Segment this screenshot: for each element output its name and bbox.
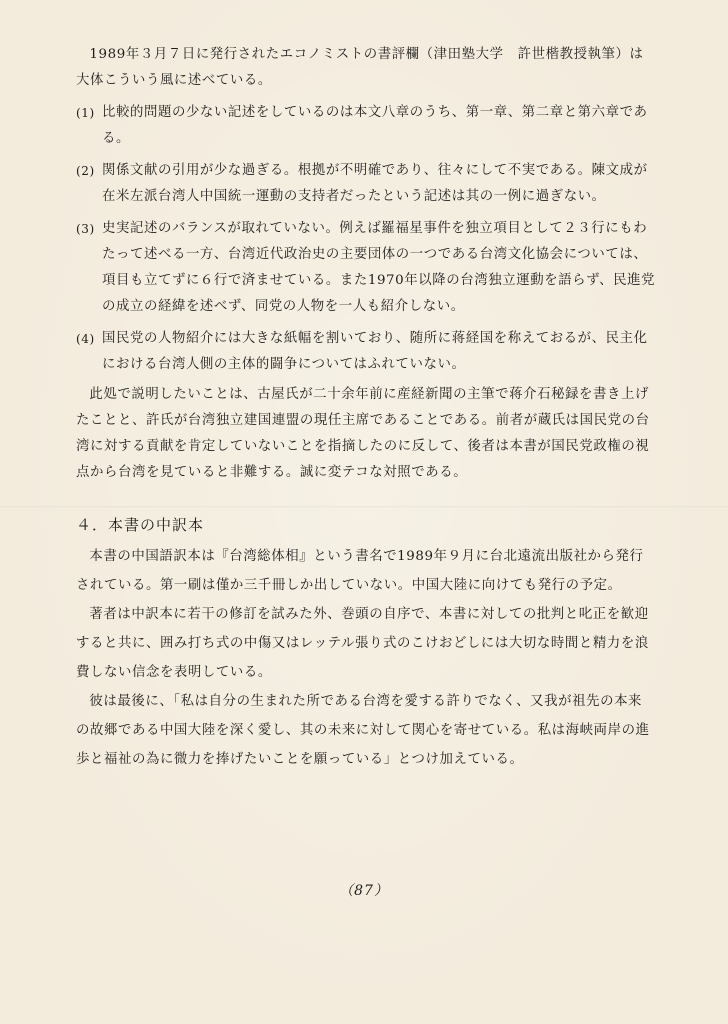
list-item: [76, 326, 656, 378]
list-item-number: (2): [76, 164, 95, 178]
list-item-text: 国民党の人物紹介には大きな紙幅を割いており、随所に蒋経国を称えておるが、民主化における台湾人側の主体的闘争についてはふれていない。: [102, 331, 648, 372]
intro-paragraph: 1989年３月７日に発行されたエコノミストの書評欄（津田塾大学 許世楷教授執筆）は大体こういう風に述べている。: [76, 47, 644, 88]
list-item: [76, 100, 656, 152]
list-item: [76, 216, 656, 320]
list-item-text: 比較的問題の少ない記述をしているのは本文八章のうち、第一章、第二章と第六章である。: [102, 105, 648, 146]
section-heading: ４．本書の中訳本: [76, 516, 205, 534]
list-item: [76, 158, 656, 210]
list-item-text: 関係文献の引用が少な過ぎる。根拠が不明確であり、往々にして不実である。陳文成が在米左派台湾人中国統一運動の支持者だったという記述は其の一例に過ぎない。: [102, 163, 648, 204]
section-paragraph: 著者は中訳本に若干の修訂を試みた外、巻頭の自序で、本書に対しての批判と叱正を歓迎すると共に、囲み打ち式の中傷又はレッテル張り式のこけおどしには大切な時間と精力を浪費しない信念を表明している。: [76, 607, 649, 680]
section-body: [76, 542, 656, 774]
document-body: [76, 42, 656, 774]
list-item-text: 史実記述のバランスが取れていない。例えば羅福星事件を独立項目として２３行にもわたって述べる一方、台湾近代政治史の主要団体の一つである台湾文化協会については、項目も立てずに６行で済ませている。また1970年以降の台湾独立運動を語らず、民進党の成立の経緯を述べず、同党の人物を一人も紹介しない。: [102, 221, 656, 314]
page-number: （87）: [339, 883, 389, 899]
section-paragraph: 本書の中国語訳本は『台湾総体相』という書名で1989年９月に台北遠流出版社から発行されている。第一刷は僅か三千冊しか出していない。中国大陸に向けても発行の予定。: [76, 549, 644, 593]
section-paragraph: 彼は最後に、「私は自分の生まれた所である台湾を愛する許りでなく、又我が祖先の本来の故郷である中国大陸を深く愛し、其の未来に対して関心を寄せている。私は海峡両岸の進歩と福祉の為に微力を捧げたいことを願っている」とつけ加えている。: [76, 694, 650, 767]
list-item-number: (1): [76, 106, 95, 120]
list-item-number: (3): [76, 222, 95, 236]
list-item-number: (4): [76, 332, 95, 346]
commentary-paragraph: 此処で説明したいことは、古屋氏が二十余年前に産経新聞の主筆で蒋介石秘録を書き上げたことと、許氏が台湾独立建国連盟の現任主席であることである。前者が蔵氏は国民党の台湾に対する貢献を肯定していないことを指摘したのに反して、後者は本書が国民党政権の視点から台湾を見ていると非難する。誠に変テコな対照である。: [76, 387, 650, 480]
